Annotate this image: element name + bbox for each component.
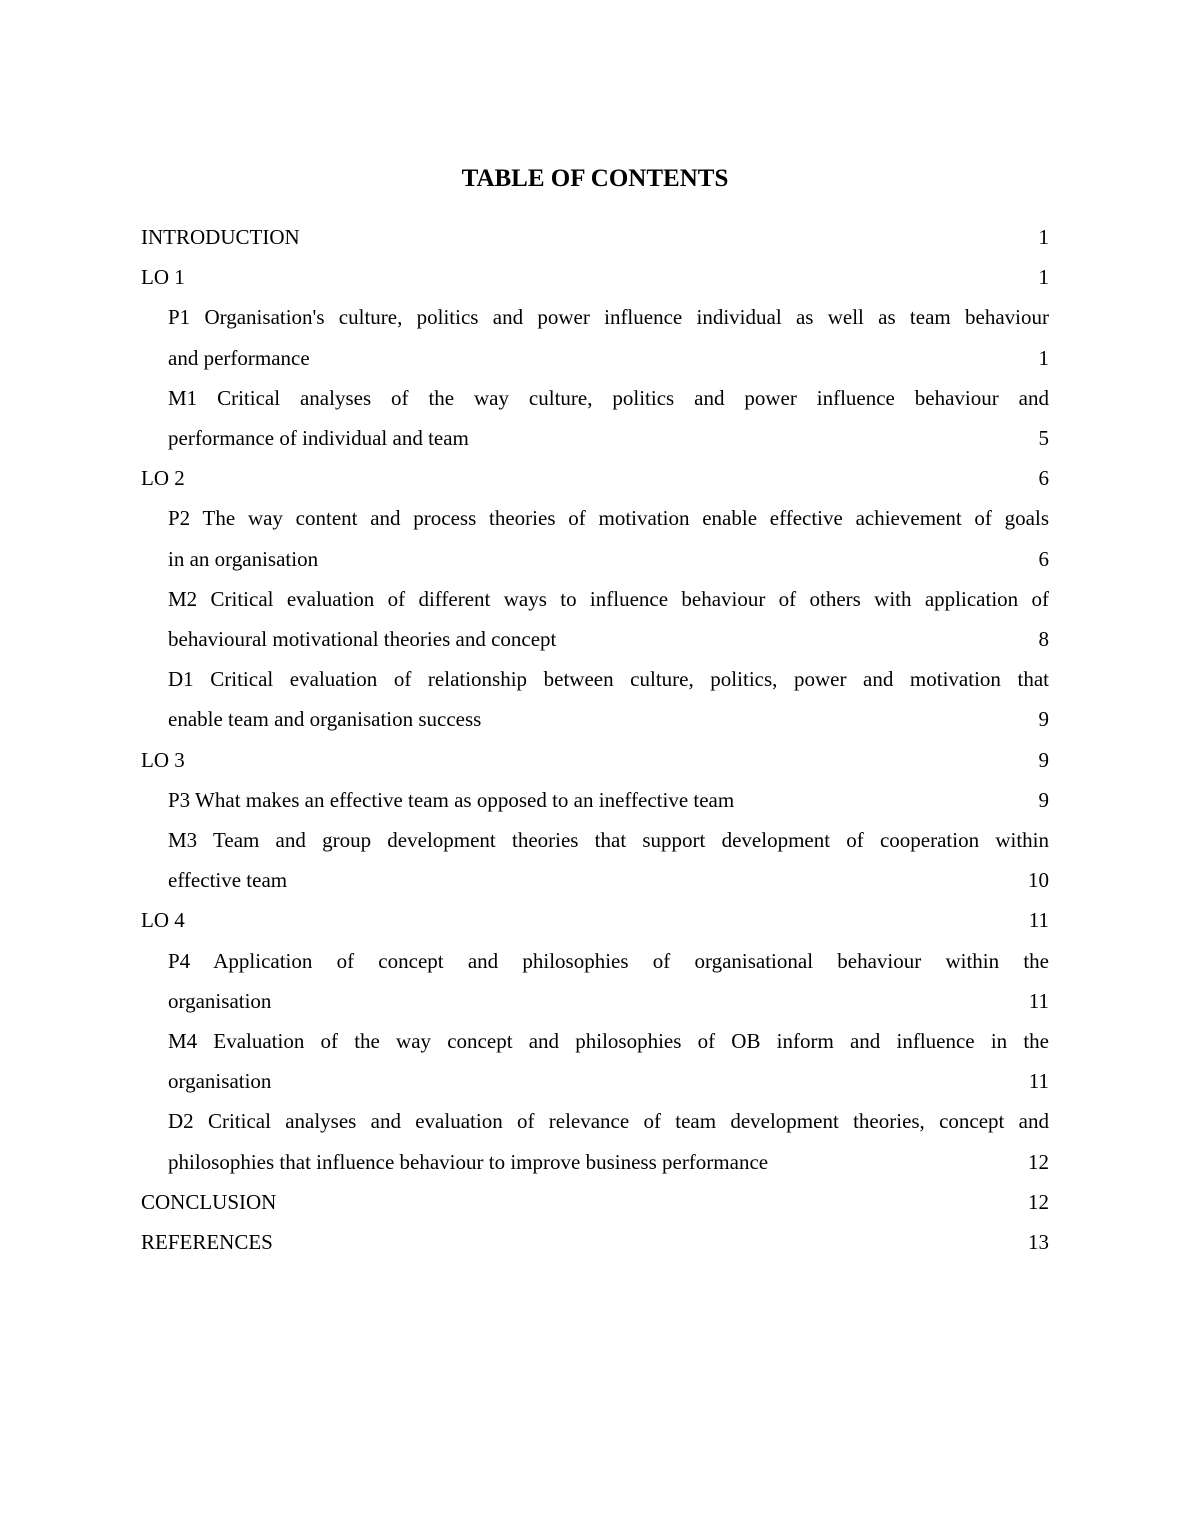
- toc-entry-label-line2: behavioural motivational theories and concept: [168, 627, 557, 652]
- toc-entry-label-line1: M3 Team and group development theories that support development of cooperation within: [168, 828, 1049, 853]
- toc-entry-label-line2: effective team: [168, 868, 288, 893]
- toc-entry-conclusion[interactable]: [141, 1182, 1049, 1222]
- toc-entry-label-line2: philosophies that influence behaviour to improve business performance: [168, 1149, 769, 1174]
- toc-entry-references[interactable]: [141, 1222, 1049, 1262]
- toc-page-number: 11: [1028, 988, 1049, 1013]
- toc-page-number: 11: [1028, 908, 1049, 933]
- toc-page-number: 1: [1038, 345, 1049, 370]
- toc-entry-lo3[interactable]: [141, 740, 1049, 780]
- toc-entry-lo1[interactable]: [141, 257, 1049, 297]
- toc-page-number: 6: [1038, 546, 1049, 571]
- toc-entry-m1[interactable]: [168, 378, 1049, 458]
- toc-entry-label: LO 1: [141, 265, 185, 290]
- toc-entry-label-line2: in an organisation: [168, 546, 319, 571]
- toc-entry-label-line1: M4 Evaluation of the way concept and philosophies of OB inform and influence in the: [168, 1029, 1049, 1054]
- toc-entry-label: LO 2: [141, 466, 185, 491]
- toc-entry-label-line1: D1 Critical evaluation of relationship between culture, politics, power and motivation that: [168, 667, 1049, 692]
- toc-page-number: 12: [1028, 1149, 1049, 1174]
- toc-entry-m2[interactable]: [168, 579, 1049, 659]
- toc-entry-p3[interactable]: [168, 780, 1049, 820]
- toc-page-number: 5: [1038, 426, 1049, 451]
- toc-entry-lo2[interactable]: [141, 458, 1049, 498]
- toc-entry-label-line1: P1 Organisation's culture, politics and power influence individual as well as team behaviour: [168, 305, 1049, 330]
- toc-page-number: 1: [1038, 225, 1049, 249]
- toc-entry-label-line1: P2 The way content and process theories of motivation enable effective achievement of goals: [168, 506, 1049, 531]
- toc-entry-m4[interactable]: [168, 1021, 1049, 1101]
- toc-entry-label-line2: organisation: [168, 1069, 272, 1094]
- toc-entry-label-line2: enable team and organisation success: [168, 707, 482, 732]
- toc-list: [141, 217, 1049, 1262]
- toc-entry-m3[interactable]: [168, 820, 1049, 900]
- toc-page-number: 6: [1038, 466, 1049, 491]
- toc-entry-label: REFERENCES: [141, 1230, 273, 1255]
- toc-entry-p2[interactable]: [168, 498, 1049, 578]
- toc-entry-p1[interactable]: [168, 297, 1049, 377]
- toc-entry-p4[interactable]: [168, 941, 1049, 1021]
- toc-page-number: 11: [1028, 1069, 1049, 1094]
- toc-entry-label: CONCLUSION: [141, 1189, 277, 1214]
- toc-entry-label-line1: D2 Critical analyses and evaluation of relevance of team development theories, concept and: [168, 1109, 1049, 1134]
- toc-page-number: 9: [1038, 787, 1049, 812]
- toc-entry-label-line1: M2 Critical evaluation of different ways to influence behaviour of others with application of: [168, 586, 1049, 611]
- toc-page-number: 1: [1038, 265, 1049, 290]
- toc-page-number: 10: [1028, 868, 1049, 893]
- toc-entry-introduction[interactable]: [141, 217, 1049, 257]
- toc-entry-label-line2: and performance: [168, 345, 310, 370]
- toc-page-number: 9: [1038, 747, 1049, 772]
- toc-page-number: 8: [1038, 627, 1049, 652]
- toc-entry-label: P3 What makes an effective team as opposed to an ineffective team: [168, 787, 735, 812]
- toc-entry-label-line1: P4 Application of concept and philosophies of organisational behaviour within the: [168, 948, 1049, 973]
- toc-entry-label: LO 4: [141, 908, 185, 933]
- toc-entry-lo4[interactable]: [141, 900, 1049, 940]
- toc-entry-d1[interactable]: [168, 659, 1049, 739]
- toc-page-number: 9: [1038, 707, 1049, 732]
- toc-entry-label-line2: performance of individual and team: [168, 426, 469, 451]
- toc-entry-label: LO 3: [141, 747, 185, 772]
- toc-entry-d2[interactable]: [168, 1101, 1049, 1181]
- toc-entry-label-line2: organisation: [168, 988, 272, 1013]
- toc-page-number: 13: [1028, 1230, 1049, 1255]
- toc-page-number: 12: [1028, 1189, 1049, 1214]
- toc-entry-label: INTRODUCTION: [141, 225, 300, 249]
- toc-title: TABLE OF CONTENTS: [461, 165, 729, 192]
- toc-entry-label-line1: M1 Critical analyses of the way culture, politics and power influence behaviour and: [168, 385, 1049, 410]
